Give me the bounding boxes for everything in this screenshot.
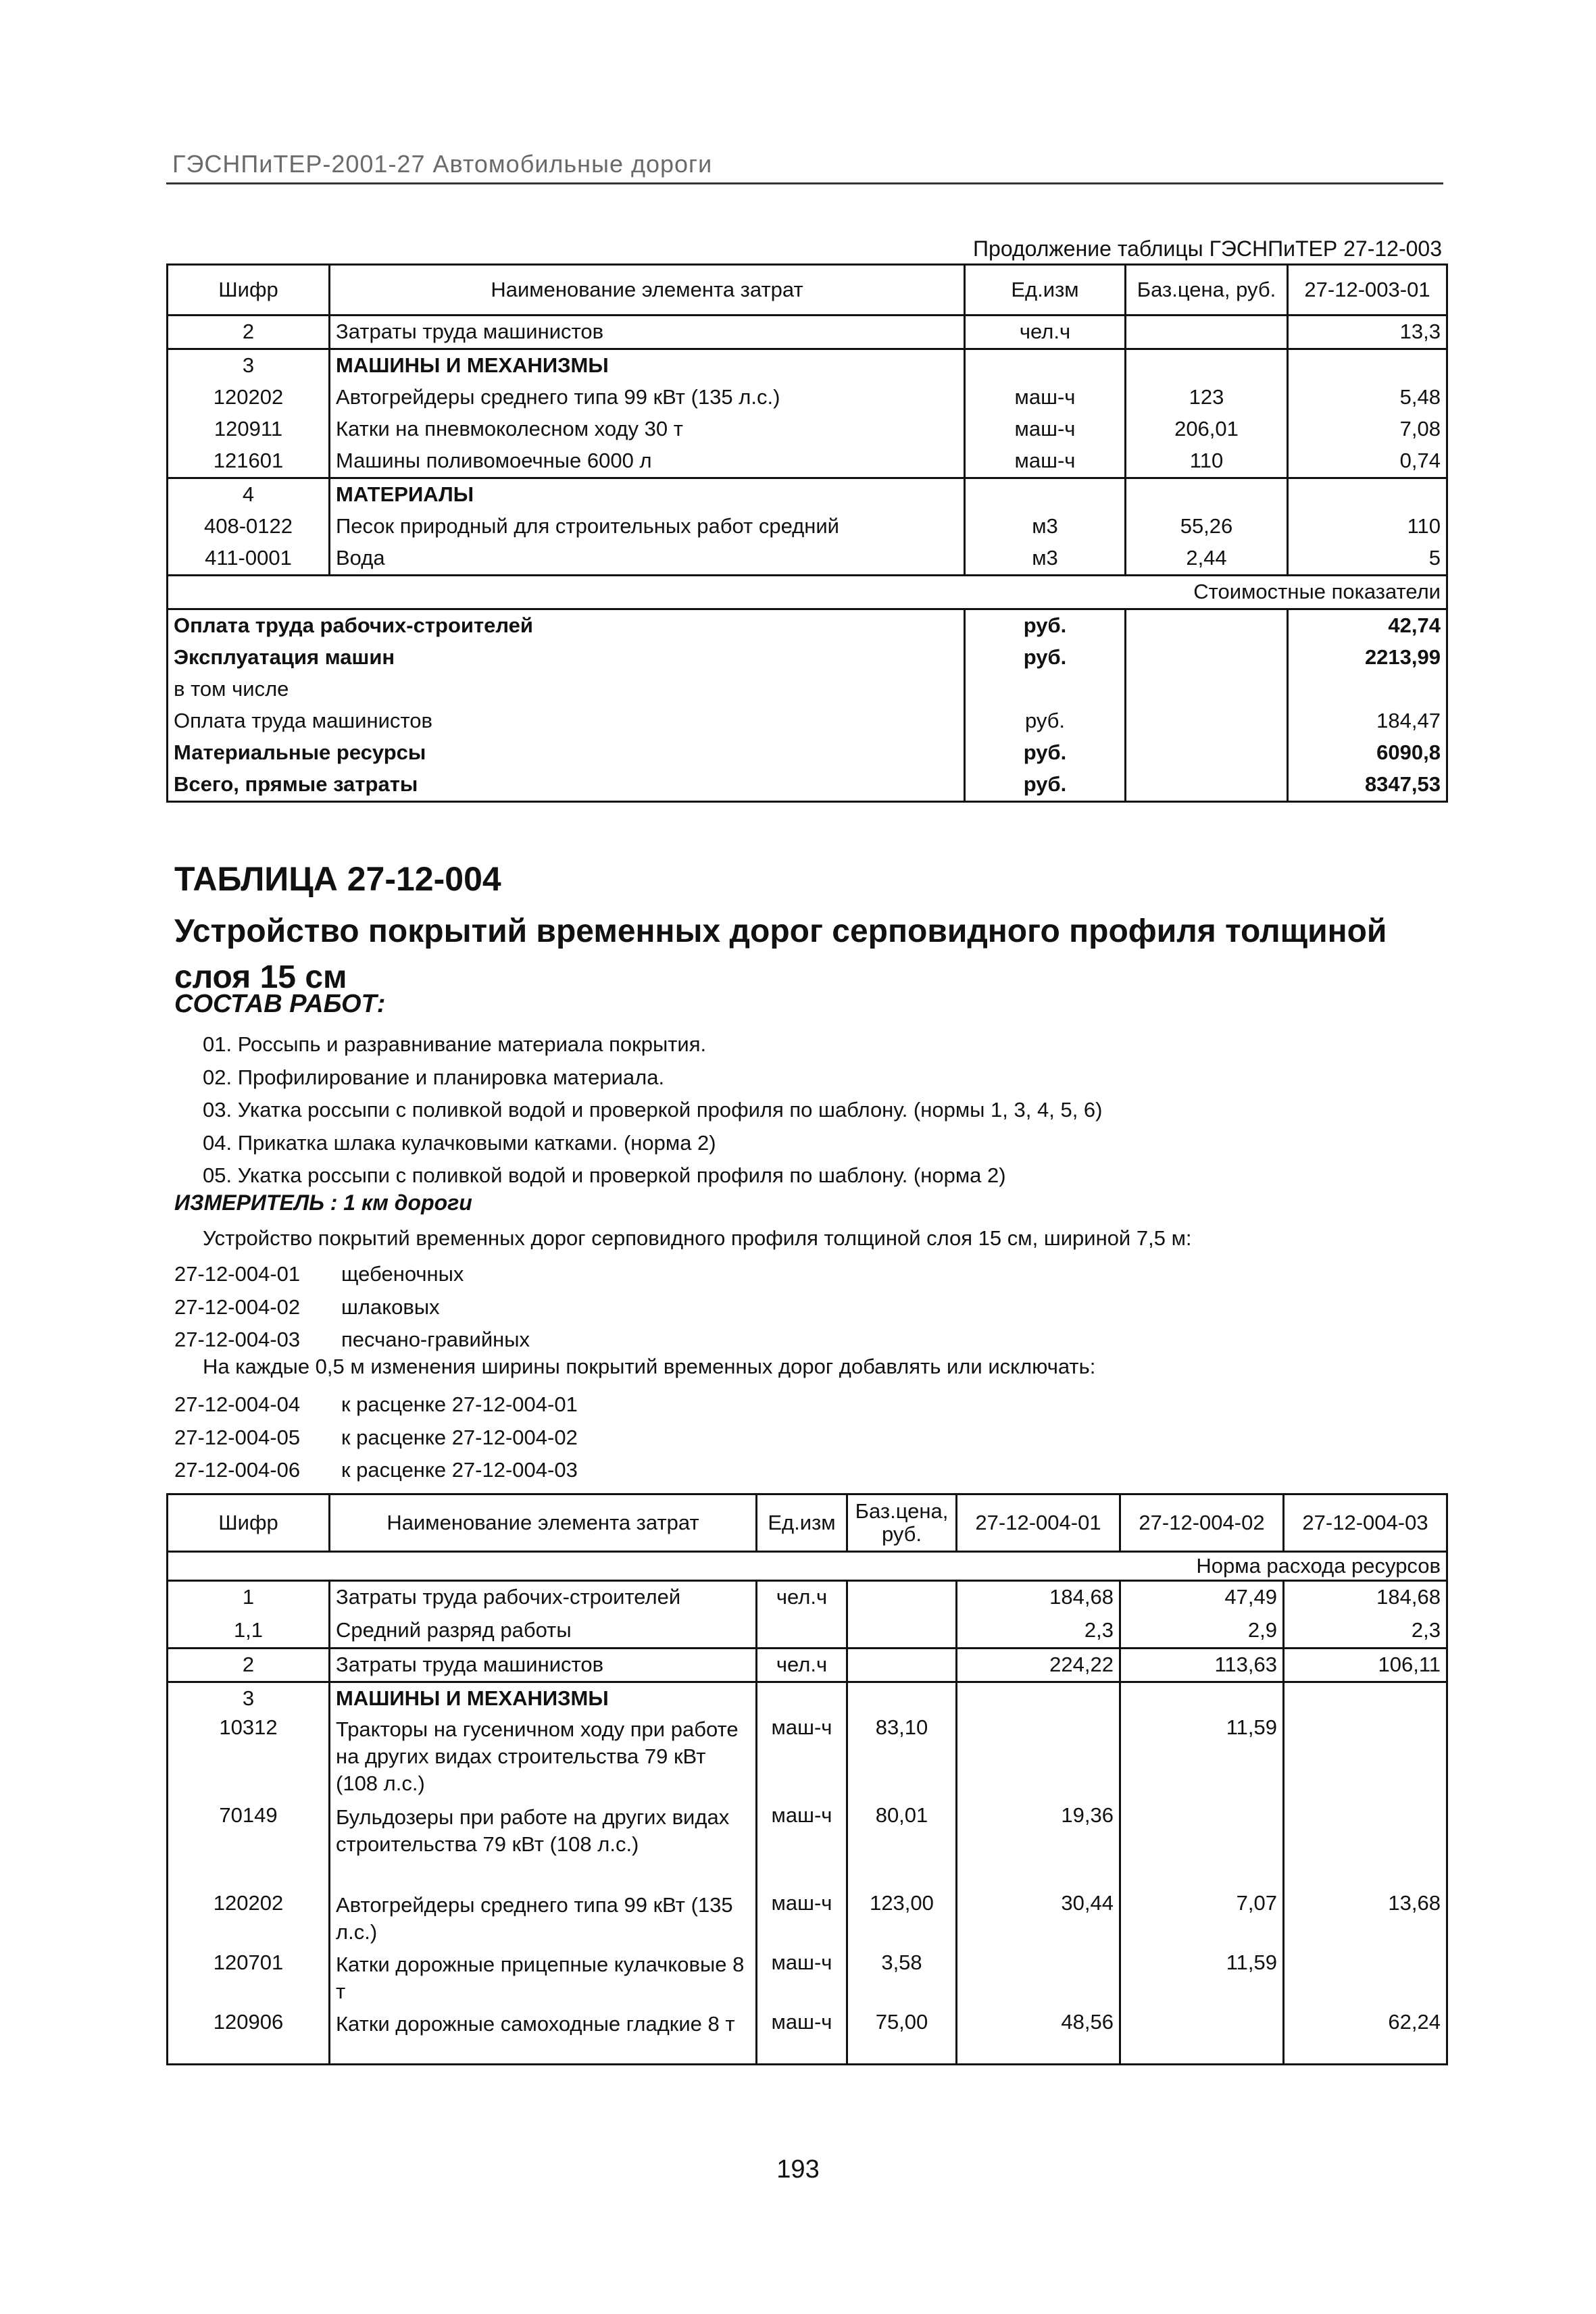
cell-unit: чел.ч bbox=[965, 316, 1126, 349]
table-row bbox=[168, 769, 1447, 802]
cell-code: 120701 bbox=[213, 1950, 284, 1974]
cell-unit: маш-ч bbox=[965, 382, 1126, 413]
cell-unit: маш-ч bbox=[965, 445, 1126, 478]
list-item bbox=[174, 1388, 578, 1422]
cell-value bbox=[1284, 1800, 1447, 1888]
cell-price: 110 bbox=[1126, 445, 1288, 478]
table-header-row bbox=[168, 1494, 1447, 1552]
cell-price: 83,10 bbox=[847, 1712, 957, 1800]
cell-name: Средний разряд работы bbox=[330, 1615, 757, 1649]
cell-value bbox=[1288, 674, 1447, 705]
cell-name: Песок природный для строительных работ средний bbox=[330, 511, 965, 543]
cell-value bbox=[1120, 1800, 1284, 1888]
column-header: Наименование элемента затрат bbox=[330, 1494, 757, 1552]
cell-value bbox=[1284, 1682, 1447, 1712]
code-list bbox=[174, 1258, 530, 1357]
table-header-row bbox=[168, 265, 1447, 316]
cost-indicators-header: Стоимостные показатели bbox=[168, 576, 1447, 609]
cell-value bbox=[1284, 1712, 1447, 1800]
cost-table-27-12-003 bbox=[166, 263, 1448, 803]
work-composition-label: СОСТАВ РАБОТ: bbox=[174, 990, 386, 1018]
column-header: Шифр bbox=[168, 265, 330, 316]
column-header: 27-12-004-02 bbox=[1120, 1494, 1284, 1552]
list-item bbox=[174, 1422, 578, 1455]
cell-name: Машины поливомоечные 6000 л bbox=[330, 445, 965, 478]
cell-price: 2,44 bbox=[1126, 543, 1288, 576]
list-item: 02. Профилирование и планировка материала. bbox=[203, 1065, 665, 1089]
code: 27-12-004-02 bbox=[174, 1294, 301, 1319]
cell-unit bbox=[757, 1682, 847, 1712]
cell-value bbox=[957, 1947, 1120, 2007]
cell-unit: руб. bbox=[965, 609, 1126, 643]
cell-value: 48,56 bbox=[957, 2007, 1120, 2065]
cell-unit: м3 bbox=[965, 511, 1126, 543]
cell-name: Бульдозеры при работе на других видах строительства 79 кВт (108 л.с.) bbox=[330, 1800, 757, 1888]
cell-name: Катки дорожные прицепные кулачковые 8 т bbox=[330, 1947, 757, 2007]
cell-price: 75,00 bbox=[847, 2007, 957, 2065]
cell-empty bbox=[1126, 705, 1288, 737]
cell-value bbox=[957, 1682, 1120, 1712]
cell-name: МАШИНЫ И МЕХАНИЗМЫ bbox=[330, 349, 965, 382]
cell-value: 8347,53 bbox=[1288, 769, 1447, 802]
table-row bbox=[168, 737, 1447, 769]
cell-code: 120202 bbox=[213, 385, 284, 409]
cell-value: 0,74 bbox=[1288, 445, 1447, 478]
description: Устройство покрытий временных дорог серповидного профиля толщиной слоя 15 см, шириной 7,5 м: bbox=[203, 1226, 1192, 1250]
cell-value: 5 bbox=[1288, 543, 1447, 576]
cell-name: Материальные ресурсы bbox=[174, 740, 426, 765]
cell-value bbox=[957, 1712, 1120, 1800]
cell-empty bbox=[1126, 674, 1288, 705]
cell-value: 6090,8 bbox=[1288, 737, 1447, 769]
adjustment-code-list bbox=[174, 1388, 578, 1487]
list-item: 04. Прикатка шлака кулачковыми катками. (норма 2) bbox=[203, 1130, 716, 1155]
cell-price: 80,01 bbox=[847, 1800, 957, 1888]
cell-value: 113,63 bbox=[1120, 1649, 1284, 1682]
table-row bbox=[168, 674, 1447, 705]
cell-price bbox=[847, 1649, 957, 1682]
cell-value: 5,48 bbox=[1288, 382, 1447, 413]
cell-name: Затраты труда машинистов bbox=[330, 316, 965, 349]
cell-name: Тракторы на гусеничном ходу при работе на других видах строительства 79 кВт (108 л.с.) bbox=[330, 1712, 757, 1800]
cell-value: 184,47 bbox=[1288, 705, 1447, 737]
column-header: 27-12-004-03 bbox=[1284, 1494, 1447, 1552]
cell-unit: руб. bbox=[965, 642, 1126, 674]
cell-unit: маш-ч bbox=[965, 413, 1126, 445]
cell-code: 120911 bbox=[214, 417, 283, 441]
cell-name: МАШИНЫ И МЕХАНИЗМЫ bbox=[330, 1682, 757, 1712]
list-item: 01. Россыпь и разравнивание материала покрытия. bbox=[203, 1032, 707, 1056]
running-header: ГЭСНПиТЕР-2001-27 Автомобильные дороги bbox=[172, 150, 713, 178]
cell-unit: маш-ч bbox=[757, 1947, 847, 2007]
cell-value bbox=[1288, 478, 1447, 511]
cell-code: 408-0122 bbox=[203, 514, 293, 538]
cell-value: 224,22 bbox=[957, 1649, 1120, 1682]
cell-value: 13,3 bbox=[1288, 316, 1447, 349]
table-row bbox=[168, 1649, 1447, 1682]
cell-value: 13,68 bbox=[1284, 1888, 1447, 1947]
cell-name: Эксплуатация машин bbox=[174, 645, 395, 670]
table-row bbox=[168, 1712, 1447, 1800]
resource-table-27-12-004 bbox=[166, 1493, 1448, 2065]
cell-name: МАТЕРИАЛЫ bbox=[330, 478, 965, 511]
cell-unit: руб. bbox=[965, 769, 1126, 802]
code: 27-12-004-04 bbox=[174, 1392, 301, 1416]
cell-price: 55,26 bbox=[1126, 511, 1288, 543]
cell-value: 11,59 bbox=[1120, 1712, 1284, 1800]
code: 27-12-004-05 bbox=[174, 1425, 301, 1449]
page-number: 193 bbox=[776, 2155, 820, 2184]
cell-price bbox=[1126, 478, 1288, 511]
cell-name: Катки на пневмоколесном ходу 30 т bbox=[330, 413, 965, 445]
cell-value bbox=[1120, 2007, 1284, 2065]
cell-unit: маш-ч bbox=[757, 1800, 847, 1888]
cell-name: Затраты труда рабочих-строителей bbox=[330, 1581, 757, 1615]
table-row bbox=[168, 1615, 1447, 1649]
cell-value: 11,59 bbox=[1120, 1947, 1284, 2007]
adjustment-note: На каждые 0,5 м изменения ширины покрытий временных дорог добавлять или исключать: bbox=[203, 1355, 1096, 1378]
table-row bbox=[168, 1682, 1447, 1712]
cell-price bbox=[847, 1581, 957, 1615]
cell-unit: чел.ч bbox=[757, 1649, 847, 1682]
cell-code: 3 bbox=[242, 353, 255, 378]
cell-code: 2 bbox=[168, 1649, 330, 1682]
cell-name: Автогрейдеры среднего типа 99 кВт (135 л.с.) bbox=[330, 1888, 757, 1947]
cell-price bbox=[847, 1615, 957, 1649]
cell-name: Вода bbox=[330, 543, 965, 576]
cell-unit: маш-ч bbox=[757, 1712, 847, 1800]
code: 27-12-004-01 bbox=[174, 1262, 301, 1286]
cell-code: 2 bbox=[168, 316, 330, 349]
cell-value: 2,9 bbox=[1120, 1615, 1284, 1649]
table-row bbox=[168, 1800, 1447, 1888]
code-text: щебеночных bbox=[341, 1262, 464, 1286]
work-list bbox=[203, 1028, 1103, 1192]
cell-name: Оплата труда машинистов bbox=[174, 709, 432, 733]
cell-code: 70149 bbox=[219, 1803, 278, 1827]
measure-label: ИЗМЕРИТЕЛЬ : 1 км дороги bbox=[174, 1190, 472, 1215]
cell-value: 7,07 bbox=[1120, 1888, 1284, 1947]
table-row bbox=[168, 413, 1447, 445]
cell-unit: маш-ч bbox=[757, 2007, 847, 2065]
cell-price bbox=[1126, 349, 1288, 382]
cell-code: 10312 bbox=[219, 1715, 278, 1739]
cell-name: Автогрейдеры среднего типа 99 кВт (135 л.с.) bbox=[330, 382, 965, 413]
table-row bbox=[168, 1581, 1447, 1615]
cell-value: 2,3 bbox=[957, 1615, 1120, 1649]
norm-header-row bbox=[168, 1552, 1447, 1581]
cell-name: Оплата труда рабочих-строителей bbox=[174, 613, 533, 638]
cell-price: 206,01 bbox=[1126, 413, 1288, 445]
column-header: Баз.цена, руб. bbox=[1126, 265, 1288, 316]
cell-unit bbox=[757, 1615, 847, 1649]
code: 27-12-004-06 bbox=[174, 1458, 301, 1482]
column-header: Ед.изм bbox=[965, 265, 1126, 316]
cell-code: 1,1 bbox=[233, 1617, 264, 1642]
table-row bbox=[168, 316, 1447, 349]
cell-unit: м3 bbox=[965, 543, 1126, 576]
list-item bbox=[174, 1324, 530, 1357]
continuation-note: Продолжение таблицы ГЭСНПиТЕР 27-12-003 bbox=[973, 236, 1442, 261]
cell-name: в том числе bbox=[174, 677, 289, 701]
column-header: Наименование элемента затрат bbox=[330, 265, 965, 316]
cell-value: 184,68 bbox=[957, 1581, 1120, 1615]
cell-code: 1 bbox=[242, 1585, 255, 1609]
table-row bbox=[168, 1947, 1447, 2007]
table-row bbox=[168, 382, 1447, 413]
cell-empty bbox=[1126, 737, 1288, 769]
table-row bbox=[168, 349, 1447, 382]
table-row bbox=[168, 705, 1447, 737]
list-item bbox=[174, 1291, 530, 1324]
cell-value: 110 bbox=[1288, 511, 1447, 543]
cell-empty bbox=[1126, 769, 1288, 802]
cell-code: 4 bbox=[168, 478, 330, 511]
cell-unit: руб. bbox=[965, 705, 1126, 737]
table-row bbox=[168, 445, 1447, 478]
table-row bbox=[168, 2007, 1447, 2065]
table-row bbox=[168, 642, 1447, 674]
column-header: 27-12-003-01 bbox=[1288, 265, 1447, 316]
cell-value: 62,24 bbox=[1284, 2007, 1447, 2065]
header-rule bbox=[166, 182, 1443, 184]
list-item: 03. Укатка россыпи с поливкой водой и проверкой профиля по шаблону. (нормы 1, 3, 4, 5, 6) bbox=[203, 1098, 1103, 1122]
cell-code: 120202 bbox=[213, 1890, 284, 1915]
cell-value: 106,11 bbox=[1284, 1649, 1447, 1682]
document-title: Устройство покрытий временных дорог серповидного профиля толщиной слоя 15 см bbox=[174, 913, 1387, 995]
cell-unit bbox=[965, 478, 1126, 511]
cell-empty bbox=[1126, 642, 1288, 674]
cell-value: 2213,99 bbox=[1288, 642, 1447, 674]
cell-empty bbox=[1126, 609, 1288, 643]
cell-unit: чел.ч bbox=[757, 1581, 847, 1615]
cell-code: 3 bbox=[168, 1682, 330, 1712]
code: 27-12-004-03 bbox=[174, 1328, 301, 1351]
cell-price bbox=[847, 1682, 957, 1712]
code-text: к расценке 27-12-004-01 bbox=[341, 1392, 578, 1416]
cell-unit: руб. bbox=[965, 737, 1126, 769]
table-title: ТАБЛИЦА 27-12-004 bbox=[174, 860, 501, 898]
code-text: шлаковых bbox=[341, 1294, 440, 1319]
list-item bbox=[174, 1454, 578, 1487]
cell-price: 123,00 bbox=[847, 1888, 957, 1947]
column-header: Баз.цена, руб. bbox=[847, 1494, 957, 1552]
cell-unit bbox=[965, 349, 1126, 382]
table-row bbox=[168, 543, 1447, 576]
cell-unit: маш-ч bbox=[757, 1888, 847, 1947]
cost-indicators-header-row bbox=[168, 576, 1447, 609]
cell-value: 42,74 bbox=[1288, 609, 1447, 643]
cell-price: 123 bbox=[1126, 382, 1288, 413]
cell-name: Катки дорожные самоходные гладкие 8 т bbox=[330, 2007, 757, 2065]
cell-value bbox=[1284, 1947, 1447, 2007]
cell-code: 121601 bbox=[213, 449, 284, 473]
cell-price bbox=[1126, 316, 1288, 349]
code-text: песчано-гравийных bbox=[341, 1328, 530, 1351]
list-item: 05. Укатка россыпи с поливкой водой и проверкой профиля по шаблону. (норма 2) bbox=[203, 1163, 1006, 1187]
cell-name: Всего, прямые затраты bbox=[174, 772, 418, 797]
cell-unit bbox=[965, 674, 1126, 705]
cell-code: 120906 bbox=[213, 2009, 284, 2034]
cell-code: 411-0001 bbox=[205, 546, 292, 570]
code-text: к расценке 27-12-004-03 bbox=[341, 1458, 578, 1482]
column-header: Ед.изм bbox=[757, 1494, 847, 1552]
cell-value: 7,08 bbox=[1288, 413, 1447, 445]
cell-value: 184,68 bbox=[1284, 1581, 1447, 1615]
table-row bbox=[168, 511, 1447, 543]
cell-value: 30,44 bbox=[957, 1888, 1120, 1947]
table-row bbox=[168, 1888, 1447, 1947]
table-row bbox=[168, 478, 1447, 511]
cell-value: 47,49 bbox=[1120, 1581, 1284, 1615]
table-row bbox=[168, 609, 1447, 643]
code-text: к расценке 27-12-004-02 bbox=[341, 1425, 578, 1449]
cell-value: 19,36 bbox=[957, 1800, 1120, 1888]
cell-value bbox=[1120, 1682, 1284, 1712]
cell-value: 2,3 bbox=[1284, 1615, 1447, 1649]
cell-price: 3,58 bbox=[847, 1947, 957, 2007]
column-header: Шифр bbox=[168, 1494, 330, 1552]
cell-name: Затраты труда машинистов bbox=[330, 1649, 757, 1682]
norm-header: Норма расхода ресурсов bbox=[168, 1552, 1447, 1581]
column-header: 27-12-004-01 bbox=[957, 1494, 1120, 1552]
cell-value bbox=[1288, 349, 1447, 382]
list-item bbox=[174, 1258, 530, 1291]
